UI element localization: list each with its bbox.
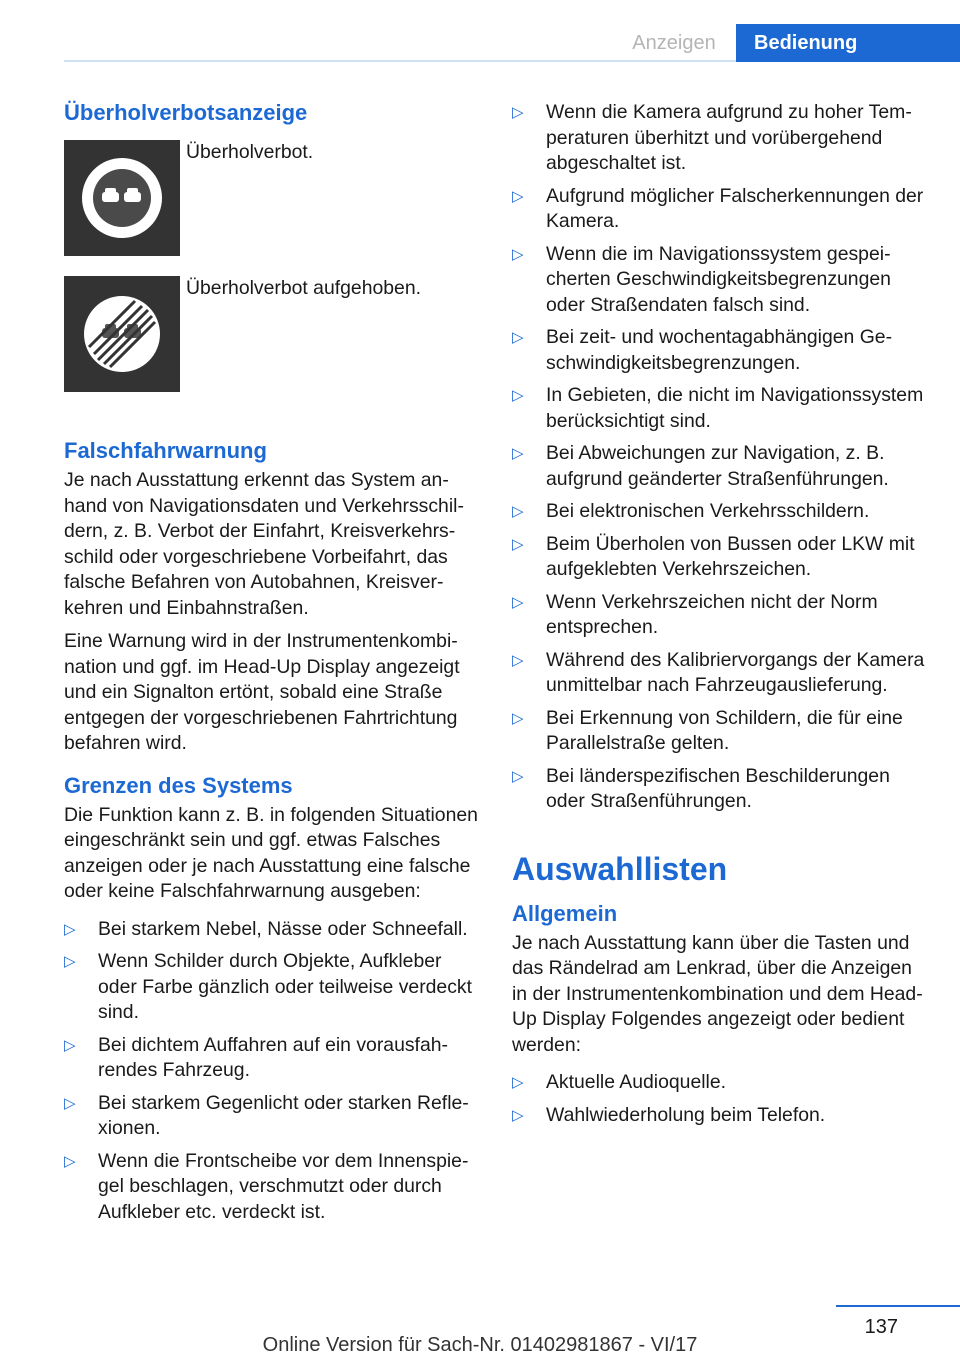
list-item: ▷ Während des Kalibriervorgangs der Kamera unmittelbar nach Fahrzeugauslieferung. bbox=[512, 648, 925, 696]
left-column bbox=[64, 100, 480, 1232]
list-item: ▷ Bei länderspezifischen Beschilderungen oder Straßenführungen. bbox=[512, 764, 890, 812]
section-title-auswahllisten: Auswahllisten bbox=[512, 850, 728, 887]
bullet-triangle-icon: ▷ bbox=[512, 387, 524, 404]
list-item: ▷ Wenn Schilder durch Objekte, Aufkleber oder Farbe gänzlich oder teilweise verdeckt sind. bbox=[64, 950, 472, 1023]
bullet-list-right bbox=[512, 100, 928, 815]
sign-caption-aufgehoben: Überholverbot aufgehoben. bbox=[186, 277, 422, 299]
list-item: ▷ Beim Überholen von Bussen oder LKW mit aufgeklebten Verkehrszeichen. bbox=[512, 532, 915, 580]
bullet-triangle-icon: ▷ bbox=[64, 920, 76, 938]
bullet-triangle-icon: ▷ bbox=[512, 1106, 524, 1124]
paragraph-allgemein: Je nach Ausstattung kann über die Tasten und das Rändelrad am Lenkrad, über die Anzeigen in der Instrumentenkombination und dem Head-Up Display Folgendes angezeigt oder bedient werden: bbox=[512, 931, 923, 1056]
list-item: ▷ Bei Erkennung von Schildern, die für eine Parallelstraße gelten. bbox=[512, 706, 903, 754]
bullet-triangle-icon: ▷ bbox=[512, 187, 524, 205]
section-title-grenzen: Grenzen des Systems bbox=[64, 772, 293, 798]
list-item: ▷ In Gebieten, die nicht im Navigationssystem berücksichtigt sind. bbox=[512, 384, 924, 432]
bullet-triangle-icon: ▷ bbox=[64, 1094, 76, 1112]
section-title-allgemein: Allgemein bbox=[512, 900, 618, 926]
list-item: ▷ Wenn die Kamera aufgrund zu hoher Temperaturen überhitzt und vorübergehend abgeschaltet ist. bbox=[512, 101, 912, 174]
list-item: ▷ Aufgrund möglicher Falscherkennungen der Kamera. bbox=[512, 184, 924, 232]
list-item: ▷ Wenn die Frontscheibe vor dem Innenspiegel beschlagen, verschmutzt oder durch Aufkleber etc. verdeckt ist. bbox=[64, 1149, 469, 1223]
paragraph-grenzen: Die Funktion kann z. B. in folgenden Situationen eingeschränkt sein und ggf. etwas Falsches anzeigen oder je nach Ausstattung eine falsche oder keine Falschfahrwarnung ausgeben: bbox=[64, 803, 478, 902]
bullet-triangle-icon: ▷ bbox=[512, 1074, 524, 1091]
list-item: ▷ Wenn Verkehrszeichen nicht der Norm entsprechen. bbox=[512, 590, 878, 638]
section-title-falschfahrwarnung: Falschfahrwarnung bbox=[64, 438, 267, 463]
page-number: 137 bbox=[864, 1316, 898, 1338]
list-item: ▷ Bei zeit- und wochentagabhängigen Geschwindigkeitsbegrenzungen. bbox=[512, 326, 893, 374]
paragraph-falschfahrwarnung-1: Je nach Ausstattung erkennt das System anhand von Navigationsdaten und Verkehrsschildern, z. B. Verbot der Einfahrt, Kreisverkehrsschild oder vorgeschriebene Vorbeifahrt, das falsche Befahren von Autobahnen, Kreisverkehren und Einbahnstraßen. bbox=[64, 469, 464, 619]
bullet-triangle-icon: ▷ bbox=[512, 709, 524, 727]
bullet-triangle-icon: ▷ bbox=[64, 1036, 76, 1054]
list-item: ▷ Bei starkem Gegenlicht oder starken Reflexionen. bbox=[64, 1091, 469, 1139]
list-item: ▷ Wenn die im Navigationssystem gespeicherten Geschwindigkeitsbegrenzungen oder Straßendaten falsch sind. bbox=[512, 242, 891, 316]
bullet-triangle-icon: ▷ bbox=[512, 535, 524, 553]
sign-row-overtaking bbox=[64, 140, 480, 276]
list-item: ▷ Bei elektronischen Verkehrsschildern. bbox=[512, 499, 928, 525]
sign-caption-ueberholverbot: Überholverbot. bbox=[186, 141, 314, 163]
end-no-overtaking-sign-icon bbox=[64, 276, 180, 392]
right-column bbox=[512, 100, 928, 1135]
list-item: ▷ Bei Abweichungen zur Navigation, z. B. aufgrund geänderter Straßenführungen. bbox=[512, 442, 889, 490]
bullet-triangle-icon: ▷ bbox=[512, 329, 524, 346]
no-overtaking-sign-icon bbox=[64, 140, 180, 256]
tab-bedienung[interactable]: Bedienung bbox=[736, 24, 960, 62]
bullet-triangle-icon: ▷ bbox=[512, 245, 524, 263]
bullet-triangle-icon: ▷ bbox=[512, 503, 524, 520]
tab-anzeigen[interactable]: Anzeigen bbox=[632, 32, 716, 54]
bullet-triangle-icon: ▷ bbox=[512, 651, 524, 669]
list-item: ▷ Wahlwiederholung beim Telefon. bbox=[512, 1103, 928, 1129]
paragraph-falschfahrwarnung-2: Eine Warnung wird in der Instrumentenkombination und ggf. im Head-Up Display angezeigt und ein Signalton ertönt, sobald eine Straße entgegen der vorgeschriebenen Fahrtrichtung befahren wird. bbox=[64, 630, 460, 754]
bullet-triangle-icon: ▷ bbox=[512, 767, 524, 785]
bullet-triangle-icon: ▷ bbox=[64, 1152, 76, 1170]
page-number-rule bbox=[836, 1305, 960, 1307]
list-item: ▷ Bei starkem Nebel, Nässe oder Schneefall. bbox=[64, 917, 480, 943]
list-item: ▷ Bei dichtem Auffahren auf ein vorausfahrendes Fahrzeug. bbox=[64, 1033, 448, 1081]
bullet-triangle-icon: ▷ bbox=[512, 445, 524, 462]
list-item: ▷ Aktuelle Audioquelle. bbox=[512, 1070, 928, 1096]
bullet-triangle-icon: ▷ bbox=[512, 593, 524, 611]
bullet-triangle-icon: ▷ bbox=[64, 953, 76, 970]
bullet-list-allgemein bbox=[512, 1070, 928, 1128]
footer-online-version: Online Version für Sach-Nr. 01402981867 - VI/17 bbox=[262, 1334, 698, 1356]
section-title-ueberholverbot: Überholverbotsanzeige bbox=[64, 100, 308, 125]
bullet-triangle-icon: ▷ bbox=[512, 104, 524, 121]
bullet-list-left bbox=[64, 917, 480, 1226]
sign-row-overtaking-end bbox=[64, 276, 480, 416]
